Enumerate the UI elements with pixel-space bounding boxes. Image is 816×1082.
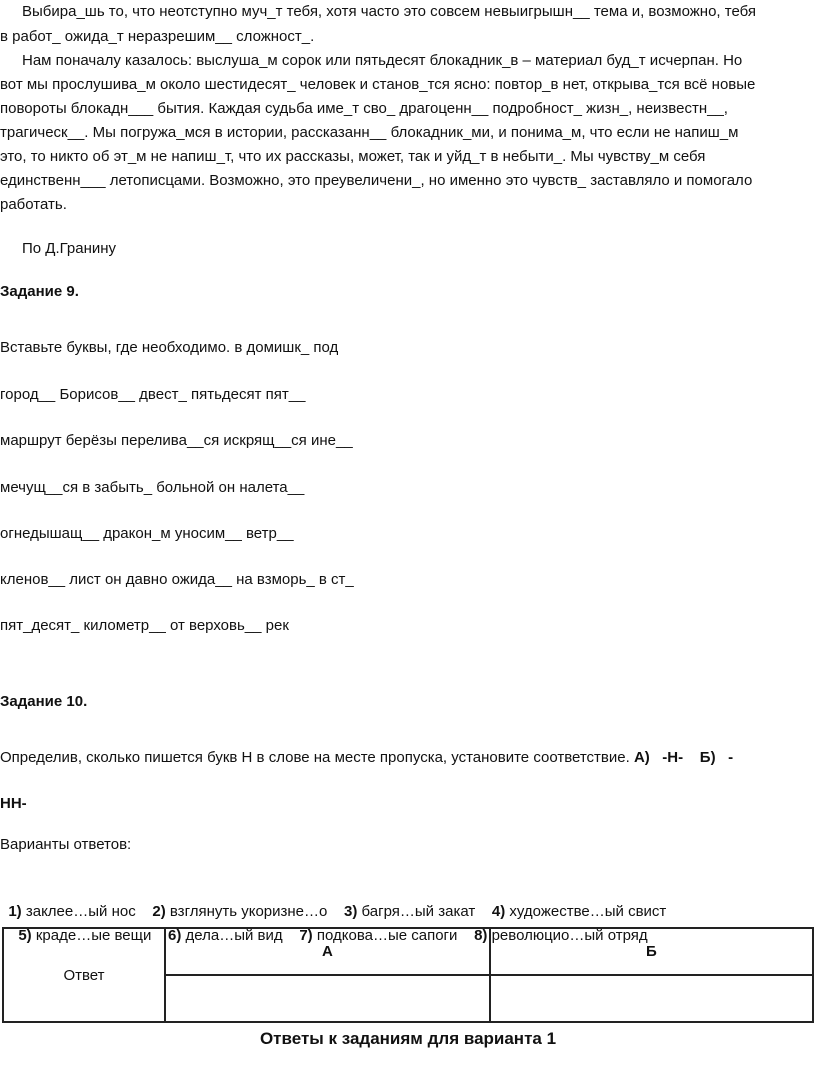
option-text: взглянуть укоризне…о — [165, 903, 345, 920]
option-num: 7) — [299, 927, 313, 944]
task10-title: Задание 10. — [0, 693, 88, 710]
passage-line-4: вот мы прослушива_м около шестидесят_ человек и станов_тся ясно: повтор_в нет, открыва_тся всё новые — [0, 76, 756, 93]
answer-cell-a[interactable] — [165, 975, 490, 1022]
option-text: багря…ый закат — [357, 903, 492, 920]
task10-answer-keys-cont: НН- — [0, 795, 27, 812]
option-text: заклее…ый нос — [21, 903, 153, 920]
answers-heading: Ответы к заданиям для варианта 1 — [259, 1029, 557, 1048]
passage-line-1: Выбира_шь то, что неотступно муч_т тебя, хотя часто это совсем невыигрышн__ тема и, возможно, тебя — [22, 3, 757, 20]
passage-line-2: в работ_ ожида_т неразрешим__ сложност_. — [0, 28, 315, 45]
passage-line-8: единственн___ летописцами. Возможно, это преувеличени_, но именно это чувств_ заставляло и помогало — [0, 172, 753, 189]
task10-answer-keys: А) -Н- Б) - — [633, 749, 734, 766]
passage-line-7: это, то никто об эт_м не напиш_т, что их рассказы, может, так и уйд_т в небыти_. Мы чувству_м себя — [0, 148, 706, 165]
task9-line-3: маршрут берёзы перелива__ся искрящ__ся ине__ — [0, 432, 353, 449]
task10-variants-label: Варианты ответов: — [0, 836, 132, 853]
passage-line-3: Нам поначалу казалось: выслуша_м сорок или пятьдесят блокадник_в – материал буд_т исчерпан. Но — [22, 52, 743, 69]
option-num: 6) — [168, 927, 182, 944]
option-num: 5) — [18, 927, 32, 944]
answer-col-b-header: Б — [490, 928, 813, 975]
task9-line-1: Вставьте буквы, где необходимо. в домишк_ под — [0, 339, 339, 356]
passage-author: По Д.Гранину — [22, 240, 117, 257]
option-num: 3) — [344, 903, 358, 920]
task9-line-7: пят_десят_ километр__ от верховь__ рек — [0, 617, 289, 634]
option-num: 4) — [491, 903, 506, 920]
option-text: подкова…ые сапоги — [312, 927, 475, 944]
option-num: 1) — [8, 903, 22, 920]
answer-cell-b[interactable] — [490, 975, 813, 1022]
option-text: революцио…ый отряд — [487, 927, 648, 944]
passage-line-9: работать. — [0, 196, 67, 213]
task10-instruction-line — [0, 746, 733, 770]
option-text: дела…ый вид — [181, 927, 300, 944]
option-text: художестве…ый свист — [505, 903, 667, 920]
option-num: 8) — [474, 927, 488, 944]
task9-line-4: мечущ__ся в забыть_ больной он налета__ — [0, 479, 305, 496]
answer-row-label: Ответ — [3, 928, 165, 1022]
answer-col-a-header: А — [165, 928, 490, 975]
task9-line-6: кленов__ лист он давно ожида__ на взморь_ в ст_ — [0, 571, 354, 588]
task10-instruction: Определив, сколько пишется букв Н в слове на месте пропуска, установите соответствие. — [0, 749, 630, 766]
option-text: краде…ые вещи — [31, 927, 169, 944]
task9-title: Задание 9. — [0, 283, 79, 300]
passage-line-5: повороты блокадн___ бытия. Каждая судьба име_т сво_ драгоценн__ подробност_ жизн_, неизвестн__, — [0, 100, 728, 117]
answer-table — [2, 927, 814, 1023]
task9-line-5: огнедышащ__ дракон_м уносим__ ветр__ — [0, 525, 294, 542]
passage-line-6: трагическ__. Мы погружа_мся в истории, рассказанн__ блокадник_ми, и понима_м, что если не напиш_м — [0, 124, 739, 141]
task9-line-2: город__ Борисов__ двест_ пятьдесят пят__ — [0, 386, 306, 403]
option-num: 2) — [152, 903, 166, 920]
